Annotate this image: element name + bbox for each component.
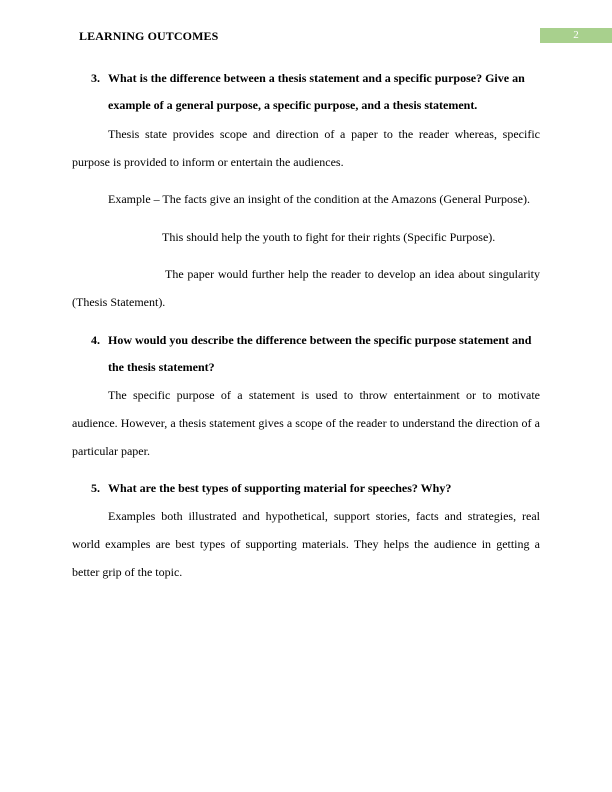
question-text: What are the best types of supporting material for speeches? Why? (108, 481, 452, 495)
question-number: 5. (91, 481, 100, 495)
example-general-purpose: Example – The facts give an insight of the condition at the Amazons (General Purpose). (108, 192, 530, 206)
example-specific-purpose: This should help the youth to fight for their rights (Specific Purpose). (162, 230, 496, 244)
answer-paragraph: Examples both illustrated and hypothetical, support stories, facts and strategies, real world examples are best types of supporting materials. They helps the audience in getting a better grip of the topic. (72, 509, 540, 579)
question-text: What is the difference between a thesis statement and a specific purpose? Give an example of a general purpose, a specific purpose, and a thesis statement. (108, 71, 525, 112)
page-number-badge (540, 28, 612, 43)
example-thesis-statement: The paper would further help the reader to develop an idea about singularity (Thesis Statement). (72, 267, 540, 309)
question-number: 3. (91, 71, 100, 85)
example-thesis-block (72, 260, 540, 316)
question-text: How would you describe the difference between the specific purpose statement and the thesis statement? (108, 333, 532, 374)
answer-4 (72, 381, 540, 465)
running-head-title: LEARNING OUTCOMES (79, 29, 219, 43)
question-3 (91, 65, 540, 119)
answer-5 (72, 502, 540, 586)
question-4 (91, 327, 540, 381)
answer-paragraph: Thesis state provides scope and direction of a paper to the reader whereas, specific purpose is provided to inform or entertain the audiences. (72, 127, 540, 169)
question-number: 4. (91, 333, 100, 347)
answer-3 (72, 120, 540, 176)
page-number: 2 (573, 29, 579, 41)
answer-paragraph: The specific purpose of a statement is used to throw entertainment or to motivate audience. However, a thesis statement gives a scope of the reader to understand the direction of a particular paper. (72, 388, 540, 458)
question-5 (91, 475, 540, 502)
